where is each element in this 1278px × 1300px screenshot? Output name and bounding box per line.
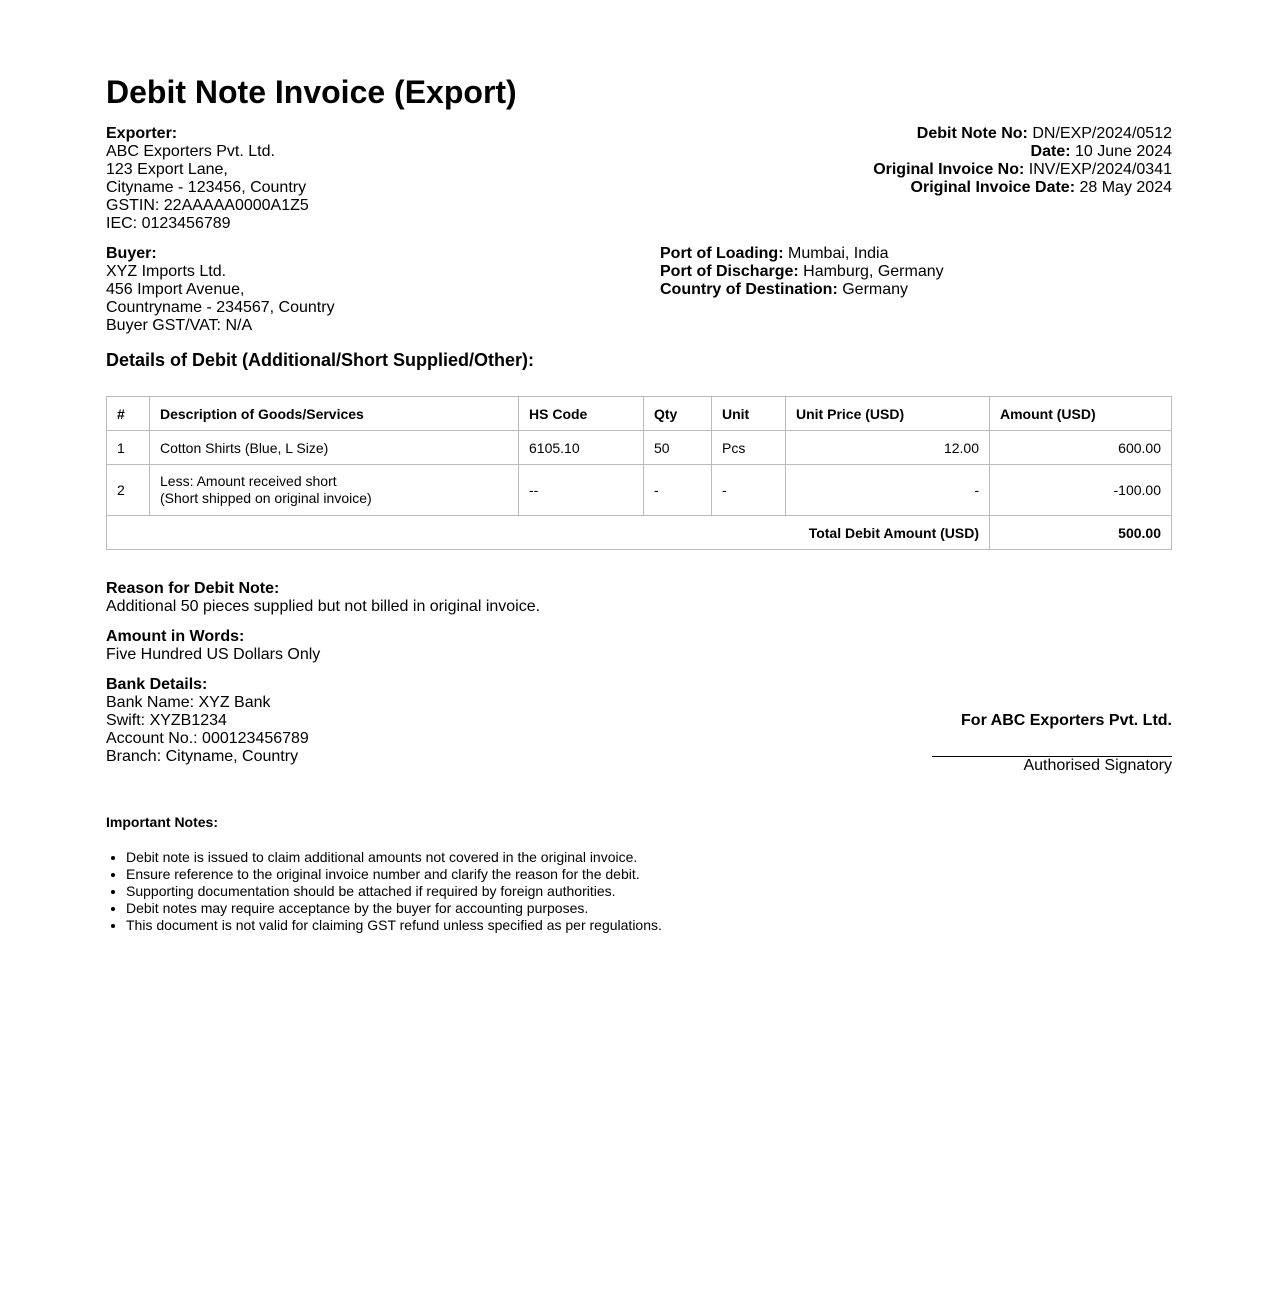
table-row — [107, 465, 1172, 516]
exporter-address-line2: Cityname - 123456, Country — [106, 179, 307, 196]
page-title: Debit Note Invoice (Export) — [106, 74, 517, 110]
invoice-meta-block — [873, 125, 1172, 233]
signatory-label: Authorised Signatory — [1023, 757, 1172, 774]
debit-note-no: DN/EXP/2024/0512 — [1032, 125, 1172, 142]
total-row — [107, 516, 1172, 550]
header-row — [106, 125, 1172, 233]
buyer-address-line2: Countryname - 234567, Country — [106, 299, 335, 316]
col-header-unit-price: Unit Price (USD) — [786, 397, 990, 431]
original-invoice-no: INV/EXP/2024/0341 — [1028, 161, 1172, 178]
row-description — [150, 465, 519, 516]
list-item: • Ensure reference to the original invoice number and clarify the reason for the debit. — [126, 866, 1172, 883]
details-heading: Details of Debit (Additional/Short Supplied/Other): — [106, 350, 534, 370]
total-label: Total Debit Amount (USD) — [107, 516, 990, 550]
port-discharge: Hamburg, Germany — [803, 263, 944, 280]
destination-label: Country of Destination: — [660, 281, 838, 298]
col-header-qty: Qty — [644, 397, 712, 431]
col-header-hs-code: HS Code — [519, 397, 644, 431]
bank-label: Bank Details: — [106, 676, 208, 693]
row-no: 2 — [107, 465, 150, 516]
table-row — [107, 431, 1172, 465]
original-invoice-no-label: Original Invoice No: — [873, 161, 1025, 178]
row-description: Cotton Shirts (Blue, L Size) — [150, 431, 519, 465]
list-item: • Debit note is issued to claim additional amounts not covered in the original invoice. — [126, 849, 1172, 866]
date-label: Date: — [1030, 143, 1071, 160]
buyer-block — [106, 245, 660, 335]
exporter-iec: IEC: 0123456789 — [106, 215, 231, 232]
row-unit: Pcs — [712, 431, 786, 465]
row-description-line1: Less: Amount received short — [160, 473, 337, 489]
row-amount: -100.00 — [990, 465, 1172, 516]
original-invoice-date-label: Original Invoice Date: — [910, 179, 1076, 196]
bank-name: Bank Name: XYZ Bank — [106, 694, 271, 711]
bank-branch: Branch: Cityname, Country — [106, 748, 299, 765]
reason-text: Additional 50 pieces supplied but not billed in original invoice. — [106, 598, 541, 615]
row-hs-code: -- — [519, 465, 644, 516]
row-unit-price: 12.00 — [786, 431, 990, 465]
col-header-unit: Unit — [712, 397, 786, 431]
bank-details — [106, 676, 309, 775]
amount-words-text: Five Hundred US Dollars Only — [106, 646, 321, 663]
exporter-gstin: GSTIN: 22AAAAA0000A1Z5 — [106, 197, 309, 214]
signatory-block — [912, 676, 1172, 775]
row-description-line2: (Short shipped on original invoice) — [160, 490, 372, 506]
port-loading: Mumbai, India — [787, 245, 889, 262]
row-no: 1 — [107, 431, 150, 465]
destination: Germany — [842, 281, 909, 298]
buyer-name: XYZ Imports Ltd. — [106, 263, 227, 280]
reason-section — [106, 580, 1172, 616]
reason-label: Reason for Debit Note: — [106, 580, 280, 597]
buyer-gst: Buyer GST/VAT: N/A — [106, 317, 253, 334]
col-header-amount: Amount (USD) — [990, 397, 1172, 431]
buyer-label: Buyer: — [106, 245, 157, 262]
exporter-block — [106, 125, 309, 233]
port-loading-label: Port of Loading: — [660, 245, 784, 262]
total-value: 500.00 — [990, 516, 1172, 550]
row-qty: - — [644, 465, 712, 516]
debit-items-table — [106, 396, 1172, 550]
row-unit-price: - — [786, 465, 990, 516]
exporter-address-line1: 123 Export Lane, — [106, 161, 228, 178]
bank-account: Account No.: 000123456789 — [106, 730, 309, 747]
debit-note-no-label: Debit Note No: — [916, 125, 1028, 142]
date-value: 10 June 2024 — [1075, 143, 1172, 160]
list-item: • Supporting documentation should be attached if required by foreign authorities. — [126, 883, 1172, 900]
original-invoice-date: 28 May 2024 — [1079, 179, 1172, 196]
notes-title: Important Notes: — [106, 814, 218, 830]
list-item: • Debit notes may require acceptance by the buyer for accounting purposes. — [126, 900, 1172, 917]
amount-words-label: Amount in Words: — [106, 628, 245, 645]
signatory-company: For ABC Exporters Pvt. Ltd. — [961, 712, 1172, 729]
col-header-description: Description of Goods/Services — [150, 397, 519, 431]
amount-words-section — [106, 628, 1172, 664]
list-item: • This document is not valid for claiming GST refund unless specified as per regulations. — [126, 917, 1172, 934]
debit-note-document — [106, 0, 1172, 934]
row-hs-code: 6105.10 — [519, 431, 644, 465]
notes-list — [106, 849, 1172, 934]
bank-swift: Swift: XYZB1234 — [106, 712, 227, 729]
row-unit: - — [712, 465, 786, 516]
buyer-address-line1: 456 Import Avenue, — [106, 281, 245, 298]
table-header-row — [107, 397, 1172, 431]
buyer-row — [106, 245, 1172, 335]
exporter-name: ABC Exporters Pvt. Ltd. — [106, 143, 275, 160]
port-discharge-label: Port of Discharge: — [660, 263, 799, 280]
exporter-label: Exporter: — [106, 125, 178, 142]
shipping-block — [660, 245, 944, 335]
col-header-no: # — [107, 397, 150, 431]
row-qty: 50 — [644, 431, 712, 465]
row-amount: 600.00 — [990, 431, 1172, 465]
bank-signatory-row — [106, 676, 1172, 775]
